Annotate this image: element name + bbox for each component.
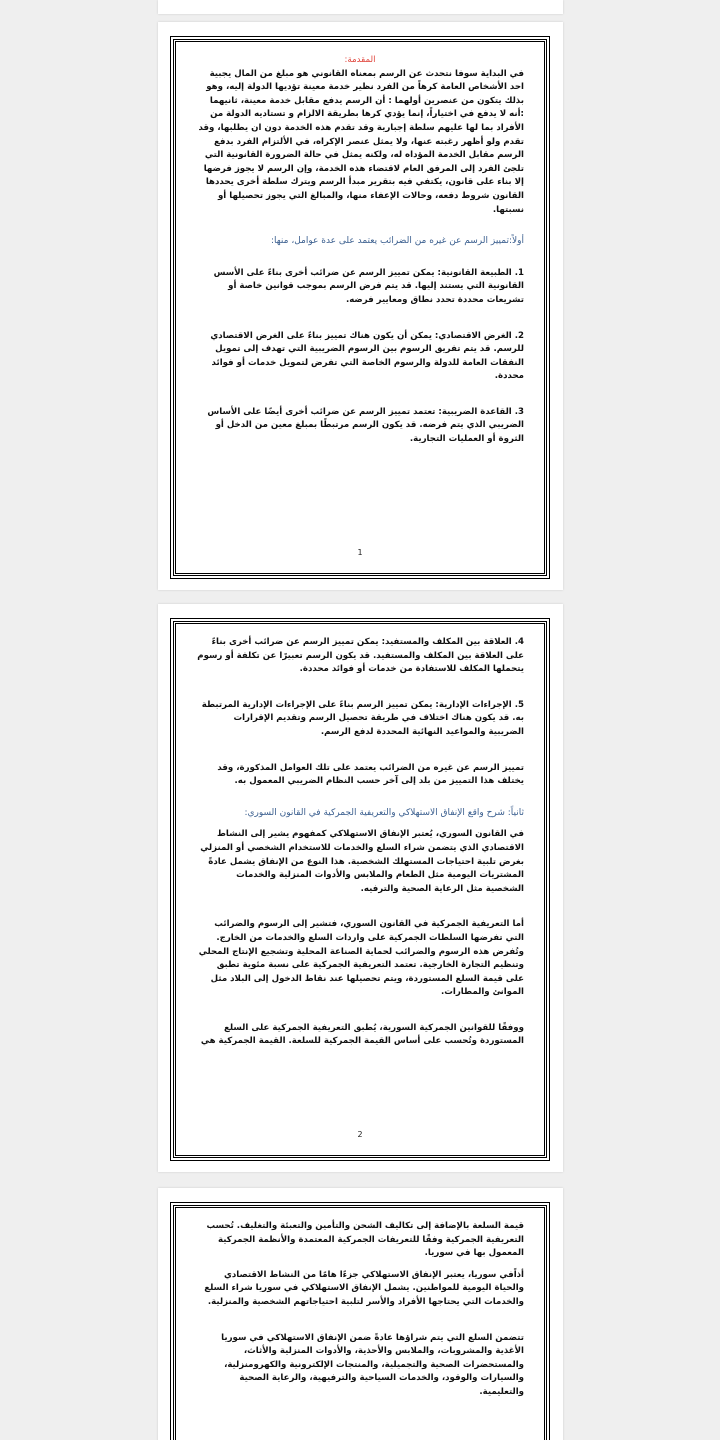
point-5: 5. الإجراءات الإدارية: يمكن تمييز الرسم بناءً على الإجراءات الإدارية المرتبطة به. قد يكون هناك اختلاف في طريقة تحصيل الرسم وتقديم الإقرارات الضريبية والمواعيد النهائية المحددة لدفع الرسم. [201,699,524,737]
point-3: 3. القاعدة الضريبية: تعتمد تمييز الرسم عن ضرائب أخرى أيضًا على الأساس الضريبي الذي يتم فرضه. قد يكون الرسم مرتبطًا بمبلغ معين من الدخل أو الثروة أو العمليات التجارية. [207,406,524,445]
goods-paragraph: تتضمن السلع التي يتم شراؤها عادةً ضمن الإنفاق الاستهلاكي في سوريا الأغذية والمشروبات، والملابس والأحذية، والأدوات المنزلية والأثاث، والمستحضرات الصحية والتجميلية، والمنتجات الإلكترونية والكهرومنزلية، والسيارات والوقود، والخدمات السياحية والترفيهية، والرعاية الصحية والتعليمية. [221,1332,524,1397]
document-page-3 [158,1188,563,1440]
page-number: 1 [357,548,363,557]
intro-heading: المقدمة: [344,55,376,65]
page-number: 2 [357,1130,363,1139]
section-heading: أولاً:تمييز الرسم عن غيره من الضرائب يعتمد على عدة عوامل، منها: [271,236,524,247]
page-content [196,636,524,1049]
document-page-1 [158,22,563,590]
point-2: 2. الغرض الاقتصادي: يمكن أن يكون هناك تمييز بناءً على الغرض الاقتصادي للرسم. قد يتم تفريق الرسوم بين الرسوم الضريبية التي تهدف إلى تمويل النفقات العامة للدولة والرسوم الخاصة التي تفرض لتمويل خدمات أو فوائد محددة. [210,330,524,382]
summary-paragraph: تمييز الرسم عن غيره من الضرائب يعتمد على تلك العوامل المذكورة، وقد يختلف هذا التمييز من بلد إلى آخر حسب النظام الضريبي المعمول به. [217,762,524,787]
point-1: 1. الطبيعة القانونية: يمكن تمييز الرسم عن ضرائب أخرى بناءً على الأسس القانونية التي يستند إليها. قد يتم فرض الرسم بموجب قوانين خاصة أو تشريعات محددة تحدد نطاق ومعايير فرضه. [213,267,524,305]
syria-spending-paragraph: أذاًفي سوريا، يعتبر الإنفاق الاستهلاكي جزءًا هامًا من النشاط الاقتصادي والحياة اليومية للمواطنين. يشمل الإنفاق الاستهلاكي في سوريا شراء السلع والخدمات التي يحتاجها الأفراد والأسر لتلبية احتياجاتهم الشخصية والمنزلية. [204,1269,524,1307]
customs-law-paragraph: ووفقًا للقوانين الجمركية السورية، يُطبق التعريفية الجمركية على السلع المستوردة وتُحسب على أساس القيمة الجمركية للسلعة. القيمة الجمركية هي [200,1022,524,1047]
page-border [173,621,547,1158]
section-heading: ثانياً: شرح واقع الإنفاق الاستهلاكي والتعريفية الجمركية في القانون السوري: [244,807,524,818]
consumer-spending-paragraph: في القانون السوري، يُعتبر الإنفاق الاستهلاكي كمفهوم يشير إلى النشاط الاقتصادي الذي يتضمن شراء السلع والخدمات للاستخدام الشخصي أو المنزلي بغرض تلبية احتياجات المستهلك الشخصية. هذا النوع من الإنفاق يشمل عادةً المشتريات اليومية مثل الطعام والملابس والأدوات المنزلية والخدمات الشخصية مثل الرعاية الصحية والترفيه. [200,829,524,894]
page-border [173,1205,547,1440]
page-content [196,1220,524,1400]
previous-page-remnant [158,0,563,14]
point-4: 4. العلاقة بين المكلف والمستفيد: يمكن تمييز الرسم عن ضرائب أخرى بناءً على العلاقة بين المكلف والمستفيد. قد يكون الرسم تعبيرًا عن تكلفة أو رسوم يتحملها المكلف للاستفادة من خدمات أو فوائد محددة. [197,637,524,675]
document-page-2 [158,604,563,1172]
page-border [173,39,547,576]
customs-tariff-paragraph: أما التعريفية الجمركية في القانون السوري، فتشير إلى الرسوم والضرائب التي تفرضها السلطات الجمركية على واردات السلع والخدمات من الخارج. وتُفرض هذه الرسوم والضرائب لحماية الصناعة المحلية وتشجيع الإنتاج المحلي وتنظيم التجارة الخارجية. تعتمد التعريفية الجمركية على نسبة مئوية تطبق على قيمة السلع المستوردة، ويتم تحصيلها عند نقاط الدخول إلى البلاد مثل الموانئ والمطارات. [198,919,524,998]
intro-paragraph: في البداية سوفا نتحدث عن الرسم بمعناه القانوني هو مبلغ من المال يجبية احد الأشخاص العامة كرهاً من الفرد نظير خدمة معينة تؤديها الدولة إليه، وهو بذلك يتكون من عنصرين أولهما : أن الرسم يدفع مقابل خدمة معينة، ثانيهما :أنه لا يدفع في اختياراً، إنما يؤدي كرها بطريقة الالزام و تستاديه الدولة من الأفراد بما لها عليهم سلطة إجبارية وقد تقدم هذه الخدمة دون ان يطلبها، وقد تقدم ولو أظهر رغبته عنها، ولا يمثل عنصر الإكراه، في الألتزام الفرد بدفع الرسم مقابل الخدمة المؤداه له، ولكنه يمثل في حالة الضرورة القانونية التي تلجئ الفرد إلى المرفق العام لاقتضاء هذه الخدمة، وإن الرسم لا يجوز فرضها إلا بناء على قانون، يكتفي فيه بتقرير مبدأ الرسم ويترك سلطة أخرى يحددها القانون شروط دفعه، وحالات الإعفاء منها، والمبالغ التي يجوز تحصيلها أو نسبتها. [198,68,524,215]
customs-value-paragraph: قيمة السلعة بالإضافة إلى تكاليف الشحن والتأمين والتعبئة والتغليف. تُحسب التعريفية الجمركية وفقًا للتعريفات الجمركية المعتمدة والأنظمة الجمركية المعمول بها في سوريا. [206,1221,524,1259]
page-content [196,54,524,447]
